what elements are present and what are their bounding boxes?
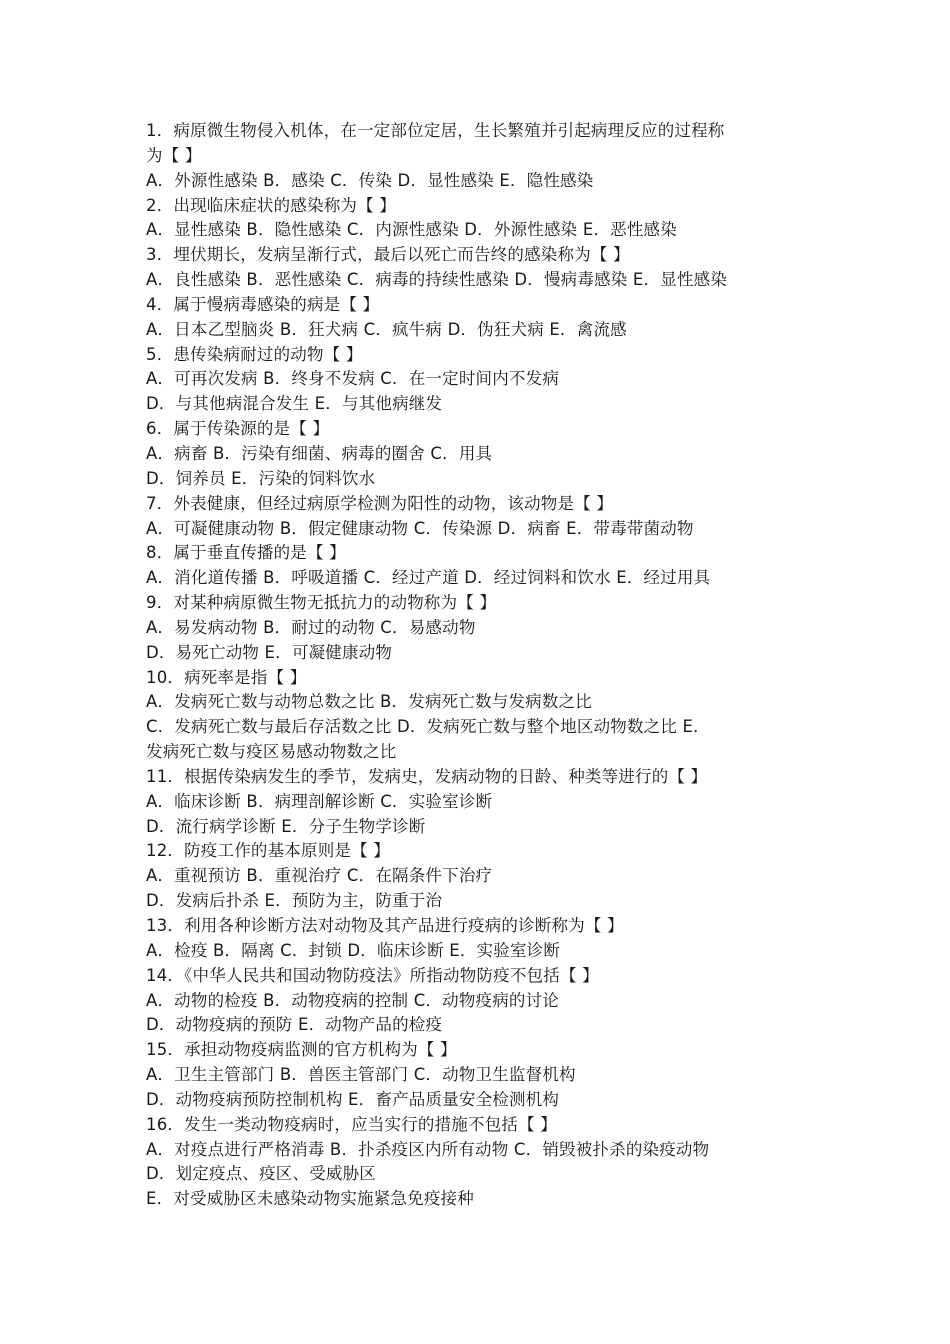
- q13-options: A．检疫 B．隔离 C．封锁 D．临床诊断 E．实验室诊断: [146, 940, 561, 960]
- q5-options-line1: A．可再次发病 B．终身不发病 C．在一定时间内不发病: [146, 369, 560, 389]
- q6-options-line2: D．饲养员 E．污染的饲料饮水: [146, 468, 376, 488]
- q3-options: A．良性感染 B．恶性感染 C．病毒的持续性感染 D．慢病毒感染 E．显性感染: [146, 270, 728, 290]
- q10-options-line2: C．发病死亡数与最后存活数之比 D．发病死亡数与整个地区动物数之比 E．: [146, 717, 710, 737]
- q5-stem: 5．患传染病耐过的动物【 】: [146, 344, 363, 364]
- q11-options-line2: D．流行病学诊断 E．分子生物学诊断: [146, 816, 426, 836]
- q2-options: A．显性感染 B．隐性感染 C．内源性感染 D．外源性感染 E．恶性感染: [146, 220, 677, 240]
- q5-options-line2: D．与其他病混合发生 E．与其他病继发: [146, 394, 443, 414]
- q7-options: A．可凝健康动物 B．假定健康动物 C．传染源 D．病畜 E．带毒带菌动物: [146, 518, 694, 538]
- q9-options-line1: A．易发病动物 B．耐过的动物 C．易感动物: [146, 617, 476, 637]
- q11-options-line1: A．临床诊断 B．病理剖解诊断 C．实验室诊断: [146, 791, 493, 811]
- q2-stem: 2．出现临床症状的感染称为【 】: [146, 195, 396, 215]
- q6-options-line1: A．病畜 B．污染有细菌、病毒的圈舍 C．用具: [146, 443, 493, 463]
- q1-stem-line2: 为【 】: [146, 145, 202, 165]
- q12-options-line2: D．发病后扑杀 E．预防为主，防重于治: [146, 891, 443, 911]
- q4-stem: 4．属于慢病毒感染的病是【 】: [146, 294, 380, 314]
- q15-options-line1: A．卫生主管部门 B．兽医主管部门 C．动物卫生监督机构: [146, 1065, 576, 1085]
- q14-stem: 14．《中华人民共和国动物防疫法》所指动物防疫不包括【 】: [146, 965, 599, 985]
- q16-options-line2: D．划定疫点、疫区、受威胁区: [146, 1164, 377, 1184]
- q14-options-line1: A．动物的检疫 B．动物疫病的控制 C．动物疫病的讨论: [146, 990, 560, 1010]
- q10-options-line3: 发病死亡数与疫区易感动物数之比: [146, 742, 397, 762]
- q9-stem: 9．对某种病原微生物无抵抗力的动物称为【 】: [146, 593, 497, 613]
- q8-options: A．消化道传播 B．呼吸道播 C．经过产道 D．经过饲料和饮水 E．经过用具: [146, 568, 711, 588]
- q16-options-line1: A．对疫点进行严格消毒 B．扑杀疫区内所有动物 C．销毁被扑杀的染疫动物: [146, 1139, 710, 1159]
- q12-options-line1: A．重视预访 B．重视治疗 C．在隔条件下治疗: [146, 866, 493, 886]
- q7-stem: 7．外表健康，但经过病原学检测为阳性的动物，该动物是【 】: [146, 493, 614, 513]
- q16-options-line3: E．对受威胁区未感染动物实施紧急免疫接种: [146, 1189, 474, 1209]
- q11-stem: 11．根据传染病发生的季节，发病史，发病动物的日龄、种类等进行的【 】: [146, 766, 708, 786]
- q15-stem: 15．承担动物疫病监测的官方机构为【 】: [146, 1040, 457, 1060]
- q16-stem: 16．发生一类动物疫病时，应当实行的措施不包括【 】: [146, 1114, 557, 1134]
- q10-options-line1: A．发病死亡数与动物总数之比 B．发病死亡数与发病数之比: [146, 692, 592, 712]
- q10-stem: 10．病死率是指【 】: [146, 667, 307, 687]
- q14-options-line2: D．动物疫病的预防 E．动物产品的检疫: [146, 1015, 443, 1035]
- q6-stem: 6．属于传染源的是【 】: [146, 419, 330, 439]
- q12-stem: 12．防疫工作的基本原则是【 】: [146, 841, 390, 861]
- q4-options: A．日本乙型脑炎 B．狂犬病 C．疯牛病 D．伪狂犬病 E．禽流感: [146, 319, 627, 339]
- q1-stem-line1: 1．病原微生物侵入机体，在一定部位定居，生长繁殖并引起病理反应的过程称: [146, 121, 725, 140]
- q1-options: A．外源性感染 B．感染 C．传染 D．显性感染 E．隐性感染: [146, 170, 594, 190]
- q3-stem: 3．埋伏期长，发病呈渐行式，最后以死亡而告终的感染称为【 】: [146, 245, 630, 265]
- q8-stem: 8．属于垂直传播的是【 】: [146, 543, 346, 563]
- q9-options-line2: D．易死亡动物 E．可凝健康动物: [146, 642, 393, 662]
- q13-stem: 13．利用各种诊断方法对动物及其产品进行疫病的诊断称为【 】: [146, 916, 624, 935]
- q15-options-line2: D．动物疫病预防控制机构 E．畜产品质量安全检测机构: [146, 1089, 560, 1109]
- document-page: [146, 119, 811, 1212]
